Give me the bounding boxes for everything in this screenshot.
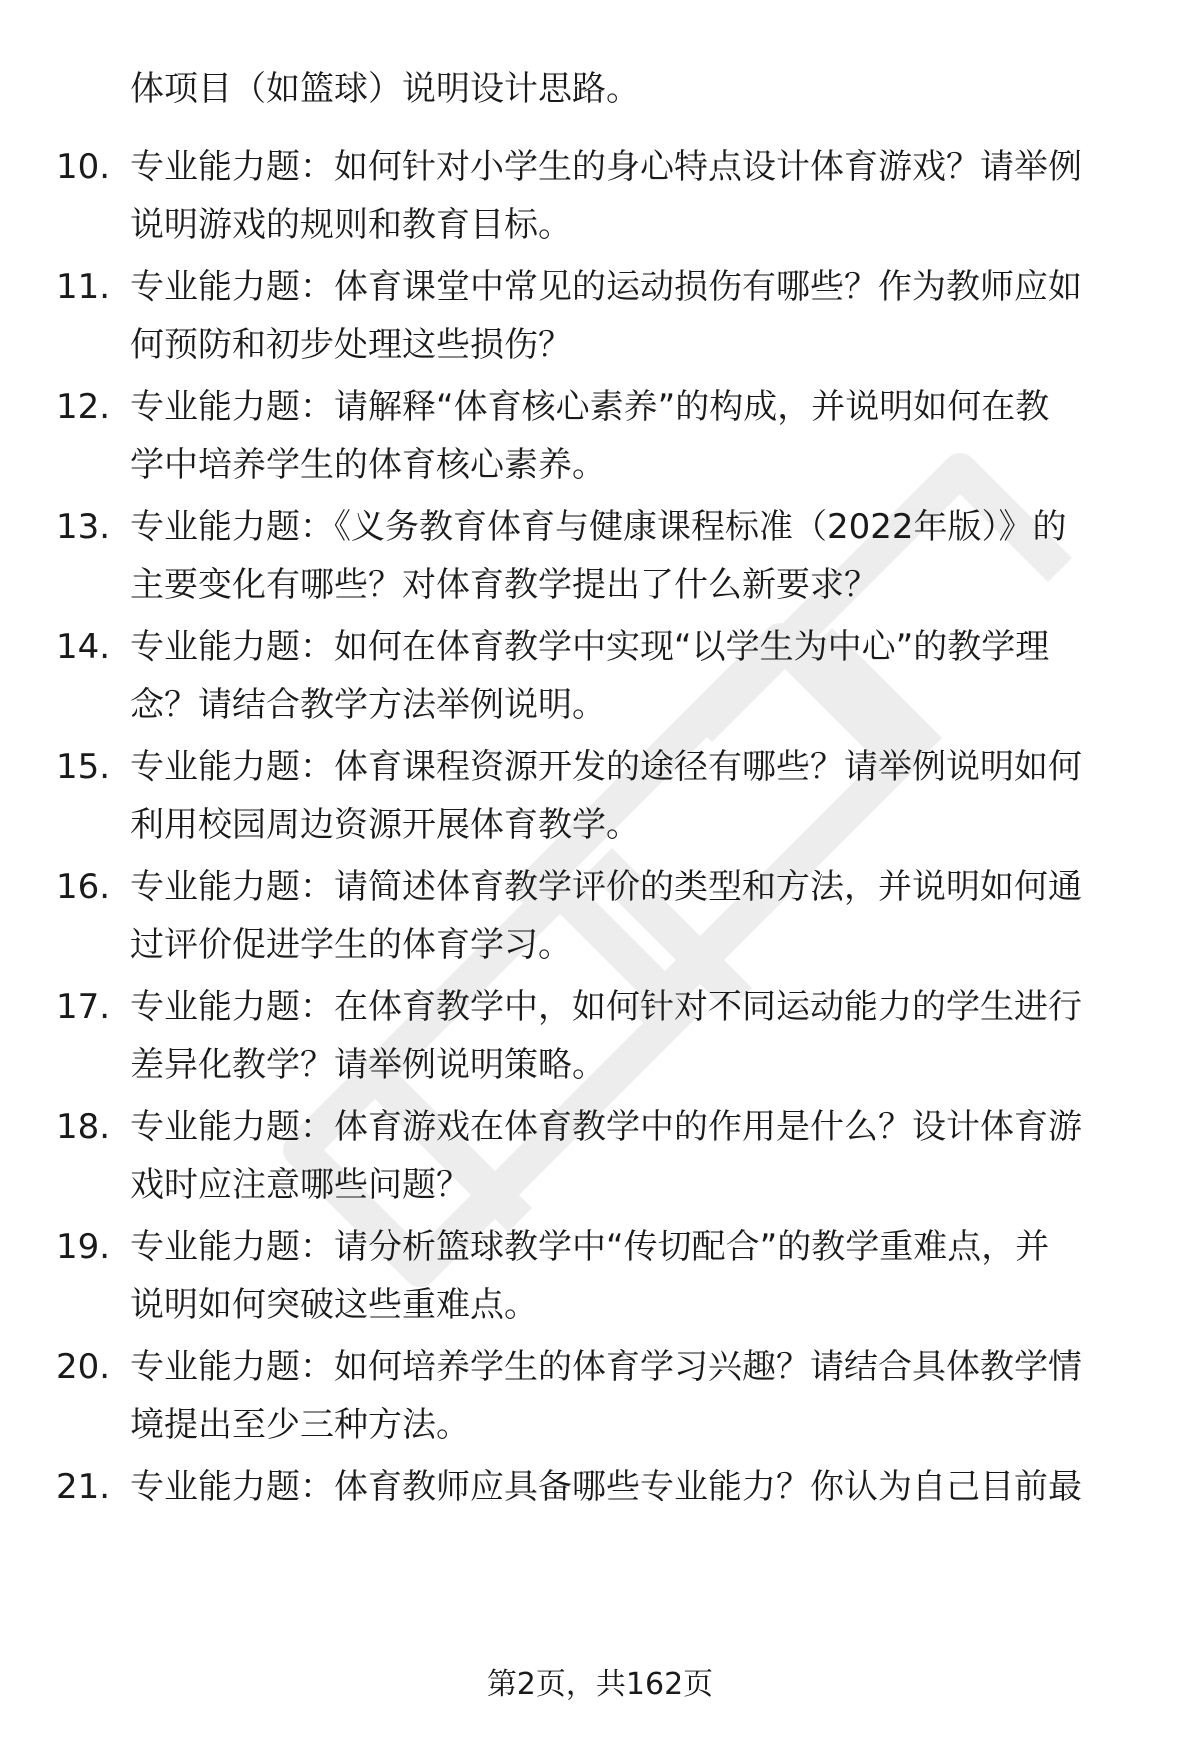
question-line: 专业能力题：如何针对小学生的身心特点设计体育游戏？请举例 — [130, 147, 1082, 187]
question-text — [130, 1098, 1150, 1214]
question-number: 12. — [56, 387, 111, 427]
question-text — [130, 138, 1150, 254]
question-number: 21. — [56, 1467, 111, 1507]
question-line: 专业能力题：如何培养学生的体育学习兴趣？请结合具体教学情 — [130, 1347, 1082, 1387]
question-line: 专业能力题：请解释“体育核心素养”的构成，并说明如何在教 — [130, 387, 1050, 427]
question-text — [130, 978, 1150, 1094]
question-text — [130, 1458, 1150, 1516]
question-text — [130, 858, 1150, 974]
question-line: 专业能力题：在体育教学中，如何针对不同运动能力的学生进行 — [130, 987, 1082, 1027]
question-text — [130, 378, 1150, 494]
page-footer: 第2页，共162页 — [486, 1667, 714, 1702]
question-text — [130, 738, 1150, 854]
question-number: 15. — [56, 747, 111, 787]
question-line: 差异化教学？请举例说明策略。 — [130, 1045, 606, 1085]
question-number: 17. — [56, 987, 111, 1027]
question-line: 念？请结合教学方法举例说明。 — [130, 685, 606, 725]
question-line: 专业能力题：体育教师应具备哪些专业能力？你认为自己目前最 — [130, 1467, 1082, 1507]
question-line: 境提出至少三种方法。 — [130, 1405, 470, 1445]
question-line: 专业能力题：体育游戏在体育教学中的作用是什么？设计体育游 — [130, 1107, 1082, 1147]
question-line: 过评价促进学生的体育学习。 — [130, 925, 572, 965]
question-number: 11. — [56, 267, 111, 307]
question-line: 说明游戏的规则和教育目标。 — [130, 205, 572, 245]
question-line: 专业能力题：体育课程资源开发的途径有哪些？请举例说明如何 — [130, 747, 1082, 787]
question-line: 专业能力题：《义务教育体育与健康课程标准（2022年版）》的 — [130, 507, 1067, 547]
question-line: 专业能力题：体育课堂中常见的运动损伤有哪些？作为教师应如 — [130, 267, 1082, 307]
question-line: 学中培养学生的体育核心素养。 — [130, 445, 606, 485]
question-line: 戏时应注意哪些问题？ — [130, 1165, 470, 1205]
question-number: 18. — [56, 1107, 111, 1147]
question-number: 13. — [56, 507, 111, 547]
continuation-line: 体项目（如篮球）说明设计思路。 — [130, 69, 640, 109]
question-line: 何预防和初步处理这些损伤？ — [130, 325, 572, 365]
question-line: 利用校园周边资源开展体育教学。 — [130, 805, 640, 845]
question-number: 19. — [56, 1227, 111, 1267]
question-line: 专业能力题：请简述体育教学评价的类型和方法，并说明如何通 — [130, 867, 1082, 907]
question-text — [130, 258, 1150, 374]
question-line: 主要变化有哪些？对体育教学提出了什么新要求？ — [130, 565, 878, 605]
question-text — [130, 618, 1150, 734]
question-number: 14. — [56, 627, 111, 667]
question-number: 10. — [56, 147, 111, 187]
question-text — [130, 1338, 1150, 1454]
question-line: 说明如何突破这些重难点。 — [130, 1285, 538, 1325]
question-text — [130, 1218, 1150, 1334]
question-line: 专业能力题：如何在体育教学中实现“以学生为中心”的教学理 — [130, 627, 1050, 667]
question-number: 20. — [56, 1347, 111, 1387]
question-line: 专业能力题：请分析篮球教学中“传切配合”的教学重难点，并 — [130, 1227, 1050, 1267]
question-number: 16. — [56, 867, 111, 907]
question-text — [130, 498, 1150, 614]
